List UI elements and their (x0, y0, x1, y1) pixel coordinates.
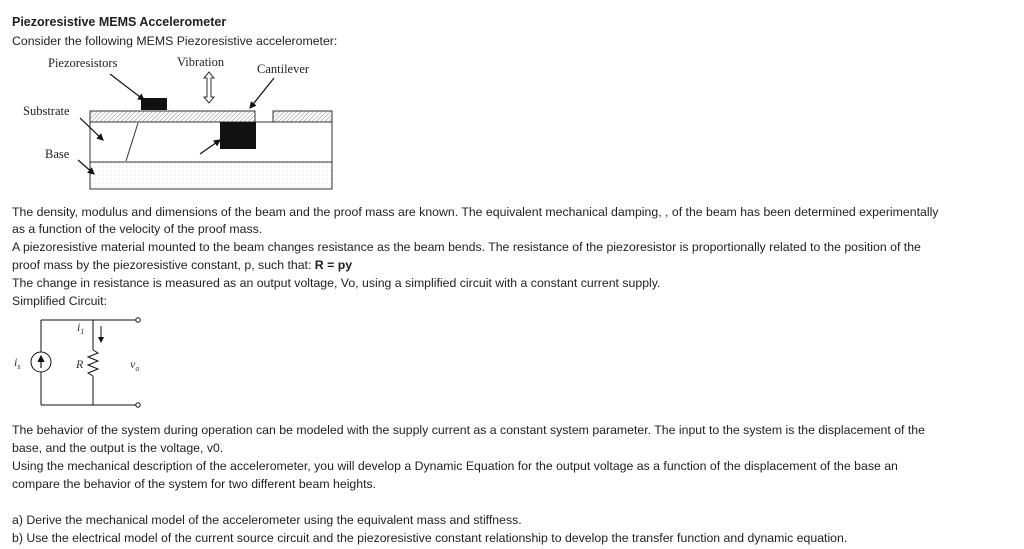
para2-line2 (12, 256, 352, 274)
para4-line2: base, and the output is the voltage, v0. (12, 441, 224, 455)
para2-line2-prefix: proof mass by the piezoresistive constant, p, such that: (12, 258, 315, 272)
label-vo: $v_o$ (130, 357, 140, 373)
label-resistor: R (76, 357, 84, 371)
substrate-layer (90, 111, 255, 122)
label-vibration: Vibration (177, 55, 225, 69)
accelerometer-diagram (10, 50, 340, 196)
label-base: Base (45, 147, 70, 161)
page-title: Piezoresistive MEMS Accelerometer (12, 15, 227, 29)
frame-body (90, 122, 332, 162)
resistor-icon (88, 350, 98, 376)
label-is: $i_s$ (14, 355, 21, 371)
simplified-circuit-diagram (10, 312, 160, 412)
terminal-top-icon (136, 318, 140, 322)
para1-line2: as a function of the velocity of the proof mass. (12, 222, 263, 236)
intro-text: Consider the following MEMS Piezoresistive accelerometer: (12, 34, 338, 48)
label-i1: $i_1$ (77, 320, 85, 336)
resistance-equation: R = py (314, 258, 353, 272)
proof-mass-block (220, 122, 256, 149)
para1-line1: The density, modulus and dimensions of the beam and the proof mass are known. The equivalent mechanical damping, , of the beam has been determined experimentally (12, 205, 939, 219)
para3: The change in resistance is measured as an output voltage, Vo, using a simplified circuit with a constant current supply. (12, 276, 661, 290)
para4-line1: The behavior of the system during operation can be modeled with the supply current as a constant system parameter. The input to the system is the displacement of the (12, 423, 925, 437)
label-piezoresistors: Piezoresistors (48, 56, 118, 70)
piezoresistor-block (141, 98, 167, 110)
label-substrate: Substrate (23, 104, 70, 118)
base-layer (90, 162, 332, 189)
substrate-layer-right (273, 111, 332, 122)
question-b: b) Use the electrical model of the current source circuit and the piezoresistive constant relationship to develop the transfer function and dynamic equation. (12, 531, 848, 545)
terminal-bottom-icon (136, 403, 140, 407)
para2-line1: A piezoresistive material mounted to the beam changes resistance as the beam bends. The resistance of the piezoresistor is proportionally related to the position of the (12, 240, 921, 254)
vibration-arrow-icon (204, 72, 214, 103)
para5-line2: compare the behavior of the system for two different beam heights. (12, 477, 377, 491)
circuit-heading: Simplified Circuit: (12, 294, 107, 308)
question-a: a) Derive the mechanical model of the accelerometer using the equivalent mass and stiffness. (12, 513, 522, 527)
label-cantilever: Cantilever (257, 62, 310, 76)
para5-line1: Using the mechanical description of the accelerometer, you will develop a Dynamic Equation for the output voltage as a function of the displacement of the base an (12, 459, 898, 473)
